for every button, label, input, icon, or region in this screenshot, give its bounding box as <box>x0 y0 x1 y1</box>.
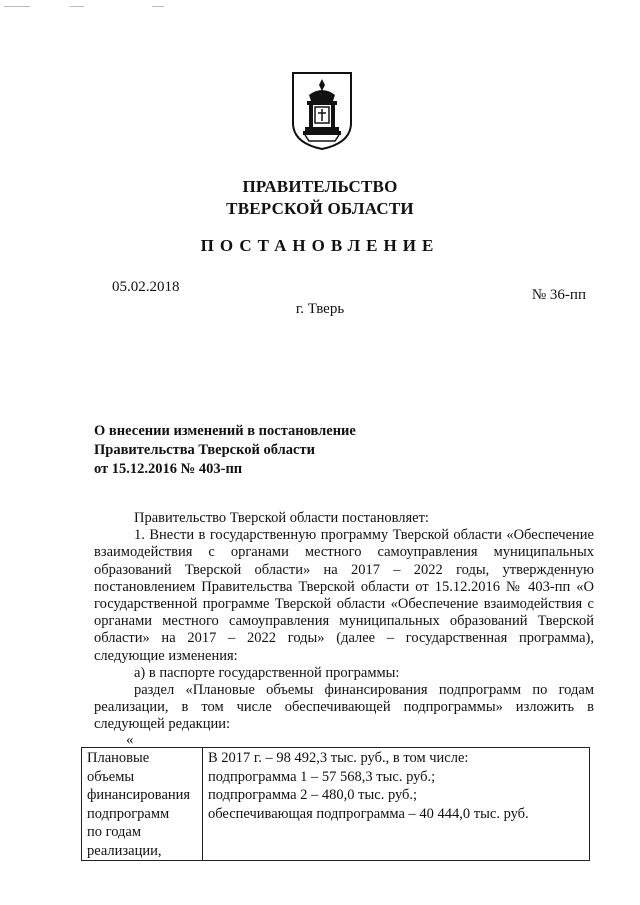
scan-artifact <box>4 6 30 7</box>
label-line: Плановые <box>87 750 150 766</box>
scan-artifact <box>152 6 164 7</box>
value-line: подпрограмма 2 – 480,0 тыс. руб.; <box>208 787 418 803</box>
label-line: подпрограмм <box>87 805 170 822</box>
government-title-line2: ТВЕРСКОЙ ОБЛАСТИ <box>226 199 414 218</box>
government-title-line1: ПРАВИТЕЛЬСТВО <box>242 177 398 196</box>
label-line: по годам <box>87 824 142 840</box>
body-item-1a-text: раздел «Плановые объемы финансирования подпрограмм по годам реализации, в том числе обеспечивающей подпрограммы» изложить в следующей редакции: <box>94 682 594 733</box>
document-number: № 36-пп <box>531 287 586 303</box>
value-line: подпрограмма 1 – 57 568,3 тыс. руб.; <box>208 768 436 785</box>
subject-line3: от 15.12.2016 № 403-пп <box>94 461 243 477</box>
body-item-1: 1. Внести в государственную программу Тверской области «Обеспечение взаимодействия с органами местного самоуправления муниципальных образований Тверской области» на 2017 – 2022 годы, утвержденную постановлением Правительства Тверской области от 15.12.2016 № 403-пп «О государственной программе Тверской области «Обеспечение взаимодействия с органами местного самоуправления муниципальных образований Тверской области» на 2017 – 2022 годы» (далее – государственная программа), следующие изменения: <box>94 527 594 664</box>
subject-line1: О внесении изменений в постановление <box>94 423 356 439</box>
government-title <box>0 176 640 220</box>
label-line: реализации, <box>87 842 162 859</box>
label-line: финансирования <box>87 787 191 803</box>
passport-table <box>81 747 590 861</box>
body-intro: Правительство Тверской области постановляет: <box>134 510 429 526</box>
document-body <box>94 510 594 734</box>
coat-of-arms-emblem <box>291 71 353 151</box>
scan-artifact <box>70 6 84 7</box>
value-line: обеспечивающая подпрограмма – 40 444,0 тыс. руб. <box>208 805 529 822</box>
table-row <box>82 748 590 861</box>
document-city: г. Тверь <box>295 301 345 317</box>
document-type: ПОСТАНОВЛЕНИЕ <box>200 236 440 255</box>
label-line: объемы <box>87 768 135 785</box>
open-quote: « <box>126 732 134 748</box>
table-value-cell <box>203 748 590 861</box>
value-line: В 2017 г. – 98 492,3 тыс. руб., в том числе: <box>208 750 469 766</box>
table-label-cell <box>82 748 203 861</box>
document-subject <box>94 422 356 479</box>
body-item-1a: а) в паспорте государственной программы: <box>134 664 400 681</box>
document-date: 05.02.2018 <box>112 279 180 295</box>
subject-line2: Правительства Тверской области <box>94 442 315 458</box>
